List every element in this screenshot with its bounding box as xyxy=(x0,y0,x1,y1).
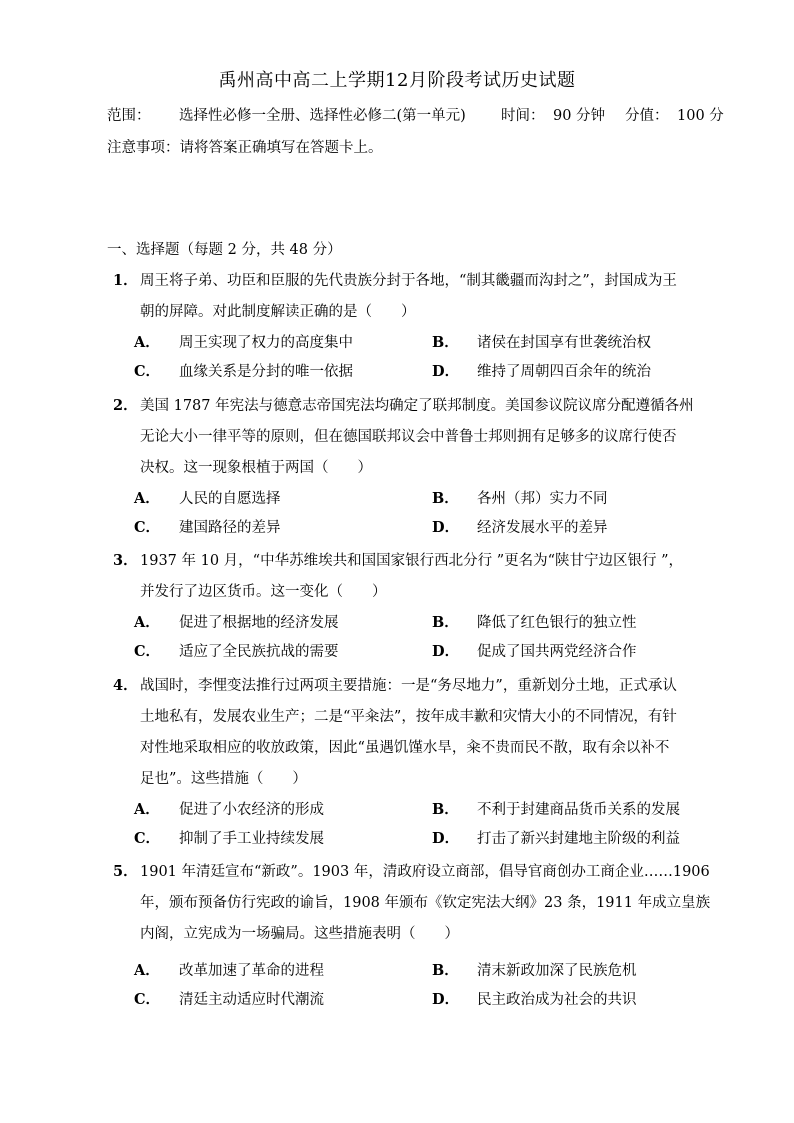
option-a: A． 改革加速了革命的进程 xyxy=(134,962,324,979)
scope-value: 选择性必修一全册、选择性必修二(第一单元) xyxy=(179,108,466,124)
option-a: A． 促进了根据地的经济发展 xyxy=(134,614,339,631)
option-d: D． 打击了新兴封建地主阶级的利益 xyxy=(432,830,680,847)
question-number: 1． xyxy=(113,272,138,289)
option-a: A． 周王实现了权力的高度集中 xyxy=(134,334,353,351)
option-b: B． 各州（邦）实力不同 xyxy=(432,490,608,507)
option-d: D． 经济发展水平的差异 xyxy=(432,519,608,536)
option-c: C． 抑制了手工业持续发展 xyxy=(134,830,324,847)
time-value: 90 分钟 xyxy=(553,108,606,124)
question-stem: 2． 美国 1787 年宪法与德意志帝国宪法均确定了联邦制度。美国参议院议席分配遵循各州 无论大小一律平等的原则，但在德国联邦议会中普鲁士邦则拥有足够多的议席行使否 决权。这一现象根植于两国（ ） xyxy=(107,390,737,484)
question-3 xyxy=(107,545,737,666)
question-4 xyxy=(107,670,737,853)
option-d: D． 民主政治成为社会的共识 xyxy=(432,991,637,1008)
question-1 xyxy=(107,265,737,386)
option-c: C． 清廷主动适应时代潮流 xyxy=(134,991,324,1008)
option-b: B． 不利于封建商品货币关系的发展 xyxy=(432,801,680,818)
option-c: C． 血缘关系是分封的唯一依据 xyxy=(134,363,353,380)
question-stem: 3． 1937 年 10 月，“中华苏维埃共和国国家银行西北分行 ”更名为“陕甘宁边区银行 ”， 并发行了边区货币。这一变化（ ） xyxy=(107,545,737,608)
scope-label: 范围： xyxy=(107,108,151,124)
question-stem: 5． 1901 年清廷宣布“新政”。1903 年，清政府设立商部，倡导官商创办工商企业……1906 年，颁布预备仿行宪政的谕旨，1908 年颁布《钦定宪法大纲》23 条，1911 年成立皇族 内阁，立宪成为一场骗局。这些措施表明（ ） xyxy=(107,856,737,950)
exam-info-line xyxy=(107,104,724,125)
question-stem: 1． 周王将子弟、功臣和臣服的先代贵族分封于各地，“制其畿疆而沟封之”，封国成为王 朝的屏障。对此制度解读正确的是（ ） xyxy=(107,265,737,328)
score-label: 分值： xyxy=(625,108,669,124)
score-value: 100 分 xyxy=(677,108,724,124)
option-a: A． 促进了小农经济的形成 xyxy=(134,801,324,818)
question-number: 5． xyxy=(113,863,138,880)
option-a: A． 人民的自愿选择 xyxy=(134,490,281,507)
question-number: 2． xyxy=(113,397,138,414)
option-b: B． 诸侯在封国享有世袭统治权 xyxy=(432,334,651,351)
option-b: B． 降低了红色银行的独立性 xyxy=(432,614,637,631)
option-d: D． 促成了国共两党经济合作 xyxy=(432,643,637,660)
time-label: 时间： xyxy=(501,108,545,124)
question-number: 3． xyxy=(113,552,138,569)
question-5 xyxy=(107,856,737,1014)
option-b: B． 清末新政加深了民族危机 xyxy=(432,962,637,979)
section-title: 一、选择题（每题 2 分，共 48 分） xyxy=(107,242,342,258)
question-stem: 4． 战国时，李悝变法推行过两项主要措施：一是“务尽地力”，重新划分土地，正式承认 土地私有，发展农业生产；二是“平籴法”，按年成丰歉和灾情大小的不同情况，有针 对性地采取相应的收放政策，因此“虽遇饥馑水旱，籴不贵而民不散，取有余以补不 足也”。这些措施（ ） xyxy=(107,670,737,795)
option-c: C． 适应了全民族抗战的需要 xyxy=(134,643,339,660)
option-c: C． 建国路径的差异 xyxy=(134,519,281,536)
notice-line: 注意事项：请将答案正确填写在答题卡上。 xyxy=(107,140,383,156)
exam-title: 禹州高中高二上学期12月阶段考试历史试题 xyxy=(218,70,576,91)
option-d: D． 维持了周朝四百余年的统治 xyxy=(432,363,651,380)
question-2 xyxy=(107,390,737,542)
question-number: 4． xyxy=(113,677,138,694)
